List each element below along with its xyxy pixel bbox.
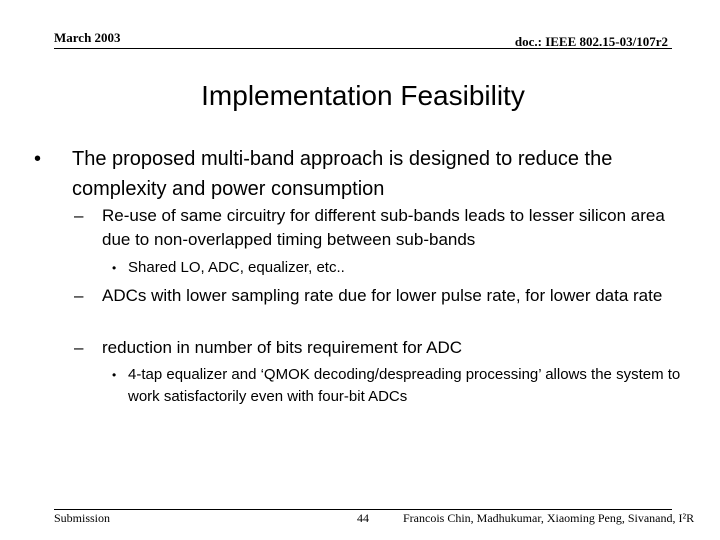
bullet-text: Shared LO, ADC, equalizer, etc.. (128, 259, 345, 276)
slide-title: Implementation Feasibility (201, 80, 525, 111)
bullet-mark: • (112, 261, 117, 275)
page-number: 44 (357, 511, 369, 525)
bullet-level2 (74, 284, 694, 308)
header-date: March 2003 (54, 30, 121, 45)
bullet-mark: • (112, 368, 117, 382)
footer-authors: Francois Chin, Madhukumar, Xiaoming Peng, Sivanand, I²R (403, 511, 695, 525)
footer-submission: Submission (54, 511, 111, 525)
footer-divider (54, 509, 672, 510)
bullet-text: reduction in number of bits requirement for ADC (102, 338, 463, 357)
dash-mark: – (74, 286, 84, 305)
header-doc-id: doc.: IEEE 802.15-03/107r2 (514, 34, 668, 49)
dash-mark: – (74, 206, 84, 225)
bullet-mark: • (34, 148, 42, 170)
bullet-level3 (112, 364, 702, 408)
bullet-level1 (34, 144, 694, 204)
bullet-level3 (112, 257, 702, 279)
bullet-level2 (74, 336, 694, 360)
bullet-level2 (74, 204, 694, 252)
bullet-text: 4-tap equalizer and ‘QMOK decoding/despreading processing’ allows the system to work satisfactorily even with four-bit ADCs (128, 366, 681, 405)
bullet-text: ADCs with lower sampling rate due for lower pulse rate, for lower data rate (102, 286, 663, 305)
dash-mark: – (74, 338, 84, 357)
header-divider (54, 48, 672, 49)
bullet-text: Re-use of same circuitry for different sub-bands leads to lesser silicon area due to non-overlapped timing between sub-bands (102, 206, 665, 249)
bullet-text: The proposed multi-band approach is designed to reduce the complexity and power consumption (72, 148, 613, 200)
